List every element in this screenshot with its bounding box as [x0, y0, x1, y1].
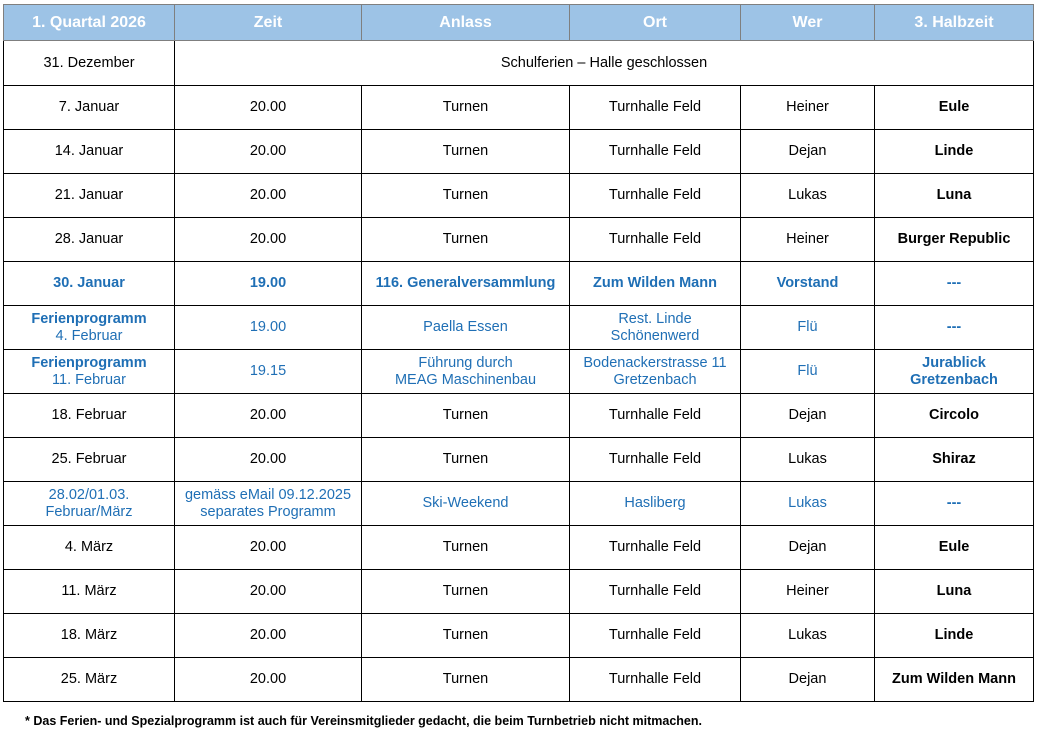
cell-date	[4, 306, 175, 350]
cell-zeit: 20.00	[175, 86, 362, 130]
cell-ort: Turnhalle Feld	[570, 394, 741, 438]
ort-line: Rest. Linde	[618, 310, 692, 327]
footnote: * Das Ferien- und Spezialprogramm ist auch für Vereinsmitglieder gedacht, die beim Turnbetrieb nicht mitmachen.	[25, 714, 702, 728]
table-row	[4, 130, 1034, 174]
cell-ort: Turnhalle Feld	[570, 218, 741, 262]
cell-zeit: 20.00	[175, 218, 362, 262]
table-row	[4, 438, 1034, 482]
cell-halbzeit: Zum Wilden Mann	[875, 658, 1034, 702]
date-line: Februar/März	[45, 503, 133, 520]
cell-anlass: Turnen	[362, 394, 570, 438]
cell-anlass: Turnen	[362, 614, 570, 658]
cell-ort: Turnhalle Feld	[570, 614, 741, 658]
cell-date	[4, 482, 175, 526]
cell-wer: Lukas	[741, 614, 875, 658]
date-text: 4. Februar	[55, 327, 123, 344]
anlass-line: MEAG Maschinenbau	[394, 371, 537, 388]
cell-zeit: 20.00	[175, 174, 362, 218]
table-row	[4, 614, 1034, 658]
cell-wer: Flü	[741, 306, 875, 350]
cell-date: 25. März	[4, 658, 175, 702]
cell-halbzeit: Eule	[875, 526, 1034, 570]
cell-halbzeit: Luna	[875, 174, 1034, 218]
cell-zeit: 20.00	[175, 130, 362, 174]
cell-halbzeit: ---	[875, 262, 1034, 306]
cell-zeit: 20.00	[175, 658, 362, 702]
cell-date: 11. März	[4, 570, 175, 614]
cell-wer: Heiner	[741, 218, 875, 262]
table-row-ferienprogramm	[4, 306, 1034, 350]
cell-zeit: 19.00	[175, 262, 362, 306]
cell-zeit: 19.15	[175, 350, 362, 394]
header-halbzeit: 3. Halbzeit	[875, 5, 1034, 41]
zeit-line: separates Programm	[200, 503, 336, 520]
zeit-line: gemäss eMail 09.12.2025	[184, 486, 352, 503]
table-row	[4, 86, 1034, 130]
cell-zeit: 20.00	[175, 438, 362, 482]
ort-line: Bodenackerstrasse 11	[583, 354, 727, 371]
cell-wer: Lukas	[741, 174, 875, 218]
date-text: 11. Februar	[52, 371, 126, 388]
cell-date: 31. Dezember	[4, 41, 175, 86]
table-row	[4, 526, 1034, 570]
table-row	[4, 174, 1034, 218]
table-row-ferienprogramm	[4, 350, 1034, 394]
table-row-ski-weekend	[4, 482, 1034, 526]
table-row-generalversammlung	[4, 262, 1034, 306]
cell-wer: Vorstand	[741, 262, 875, 306]
cell-wer: Dejan	[741, 130, 875, 174]
cell-ort: Turnhalle Feld	[570, 526, 741, 570]
cell-zeit	[175, 482, 362, 526]
cell-halbzeit: ---	[875, 482, 1034, 526]
cell-date	[4, 350, 175, 394]
header-zeit: Zeit	[175, 5, 362, 41]
cell-halbzeit: Shiraz	[875, 438, 1034, 482]
cell-date: 18. Februar	[4, 394, 175, 438]
cell-halbzeit: Circolo	[875, 394, 1034, 438]
cell-ort	[570, 306, 741, 350]
cell-halbzeit: Linde	[875, 614, 1034, 658]
cell-anlass: Turnen	[362, 130, 570, 174]
table-row	[4, 218, 1034, 262]
header-row	[4, 5, 1034, 41]
cell-anlass: Turnen	[362, 526, 570, 570]
cell-date: 21. Januar	[4, 174, 175, 218]
cell-ort: Turnhalle Feld	[570, 174, 741, 218]
cell-ort: Turnhalle Feld	[570, 130, 741, 174]
cell-zeit: 20.00	[175, 394, 362, 438]
header-anlass: Anlass	[362, 5, 570, 41]
cell-halbzeit: ---	[875, 306, 1034, 350]
cell-anlass: Ski-Weekend	[362, 482, 570, 526]
ort-line: Gretzenbach	[613, 371, 697, 388]
cell-closed-note: Schulferien – Halle geschlossen	[175, 41, 1034, 86]
date-line: 28.02/01.03.	[48, 486, 130, 503]
cell-anlass: Turnen	[362, 658, 570, 702]
table-row-closed	[4, 41, 1034, 86]
cell-anlass: Turnen	[362, 174, 570, 218]
cell-anlass: Turnen	[362, 86, 570, 130]
cell-date: 18. März	[4, 614, 175, 658]
cell-ort	[570, 350, 741, 394]
cell-zeit: 19.00	[175, 306, 362, 350]
cell-anlass: Turnen	[362, 218, 570, 262]
ferienprogramm-label: Ferienprogramm	[31, 354, 147, 371]
cell-ort: Turnhalle Feld	[570, 570, 741, 614]
cell-halbzeit: Luna	[875, 570, 1034, 614]
schedule-table	[3, 4, 1034, 702]
halbzeit-line: Gretzenbach	[910, 371, 998, 388]
cell-date: 14. Januar	[4, 130, 175, 174]
header-wer: Wer	[741, 5, 875, 41]
cell-wer: Dejan	[741, 394, 875, 438]
table-row	[4, 570, 1034, 614]
table-row	[4, 658, 1034, 702]
cell-halbzeit	[875, 350, 1034, 394]
cell-wer: Dejan	[741, 526, 875, 570]
cell-anlass	[362, 350, 570, 394]
ferienprogramm-label: Ferienprogramm	[31, 310, 147, 327]
cell-ort: Turnhalle Feld	[570, 86, 741, 130]
cell-zeit: 20.00	[175, 526, 362, 570]
header-ort: Ort	[570, 5, 741, 41]
table-row	[4, 394, 1034, 438]
cell-ort: Turnhalle Feld	[570, 658, 741, 702]
halbzeit-line: Jurablick	[922, 354, 986, 371]
cell-date: 30. Januar	[4, 262, 175, 306]
cell-anlass: Paella Essen	[362, 306, 570, 350]
cell-ort: Turnhalle Feld	[570, 438, 741, 482]
cell-halbzeit: Linde	[875, 130, 1034, 174]
cell-zeit: 20.00	[175, 614, 362, 658]
cell-wer: Lukas	[741, 438, 875, 482]
cell-date: 25. Februar	[4, 438, 175, 482]
header-quartal: 1. Quartal 2026	[4, 5, 175, 41]
cell-anlass: Turnen	[362, 438, 570, 482]
cell-date: 7. Januar	[4, 86, 175, 130]
cell-anlass: Turnen	[362, 570, 570, 614]
cell-wer: Flü	[741, 350, 875, 394]
cell-ort: Zum Wilden Mann	[570, 262, 741, 306]
cell-wer: Dejan	[741, 658, 875, 702]
cell-wer: Heiner	[741, 86, 875, 130]
cell-zeit: 20.00	[175, 570, 362, 614]
anlass-line: Führung durch	[418, 354, 513, 371]
cell-wer: Heiner	[741, 570, 875, 614]
cell-date: 4. März	[4, 526, 175, 570]
cell-halbzeit: Burger Republic	[875, 218, 1034, 262]
cell-ort: Hasliberg	[570, 482, 741, 526]
cell-anlass: 116. Generalversammlung	[362, 262, 570, 306]
cell-wer: Lukas	[741, 482, 875, 526]
cell-halbzeit: Eule	[875, 86, 1034, 130]
cell-date: 28. Januar	[4, 218, 175, 262]
ort-line: Schönenwerd	[610, 327, 700, 344]
